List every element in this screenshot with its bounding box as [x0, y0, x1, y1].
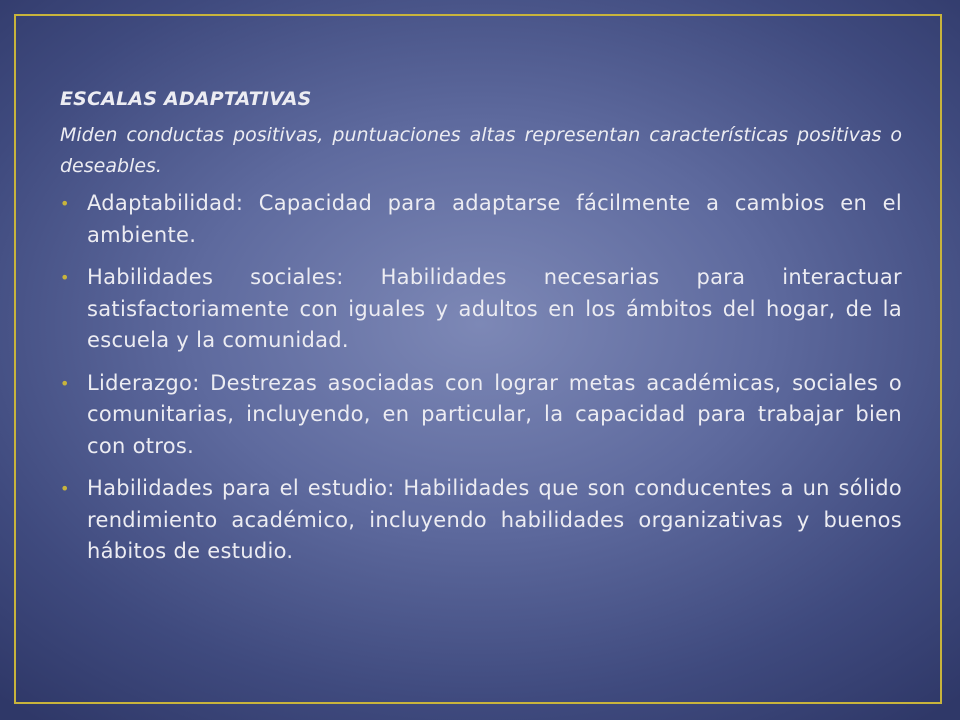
- bullet-text: Liderazgo: Destrezas asociadas con lograr metas académicas, sociales o comunitarias, incluyendo, en particular, la capacidad para trabajar bien con otros.: [87, 370, 902, 458]
- bullet-dot-icon: •: [60, 194, 70, 213]
- bullet-dot-icon: •: [60, 373, 70, 393]
- bullet-item-liderazgo: [60, 368, 902, 463]
- bullet-dot-icon: •: [60, 268, 70, 287]
- bullet-item-adaptabilidad: [60, 188, 902, 251]
- slide-intro: Miden conductas positivas, puntuaciones altas representan características positivas o deseables.: [60, 124, 902, 177]
- bullet-text: Habilidades sociales: Habilidades necesarias para interactuar satisfactoriamente con iguales y adultos en los ámbitos del hogar, de la escuela y la comunidad.: [87, 265, 902, 352]
- slide-heading: ESCALAS ADAPTATIVAS: [60, 88, 312, 110]
- bullet-dot-icon: •: [60, 479, 70, 498]
- bullet-text: Adaptabilidad: Capacidad para adaptarse fácilmente a cambios en el ambiente.: [87, 191, 902, 247]
- bullet-text: Habilidades para el estudio: Habilidades que son conducentes a un sólido rendimiento académico, incluyendo habilidades organizativas y buenos hábitos de estudio.: [87, 476, 902, 563]
- slide-content: [60, 84, 902, 579]
- bullet-item-habilidades-estudio: [60, 473, 902, 568]
- bullet-item-habilidades-sociales: [60, 262, 902, 357]
- bullet-list: [60, 188, 902, 568]
